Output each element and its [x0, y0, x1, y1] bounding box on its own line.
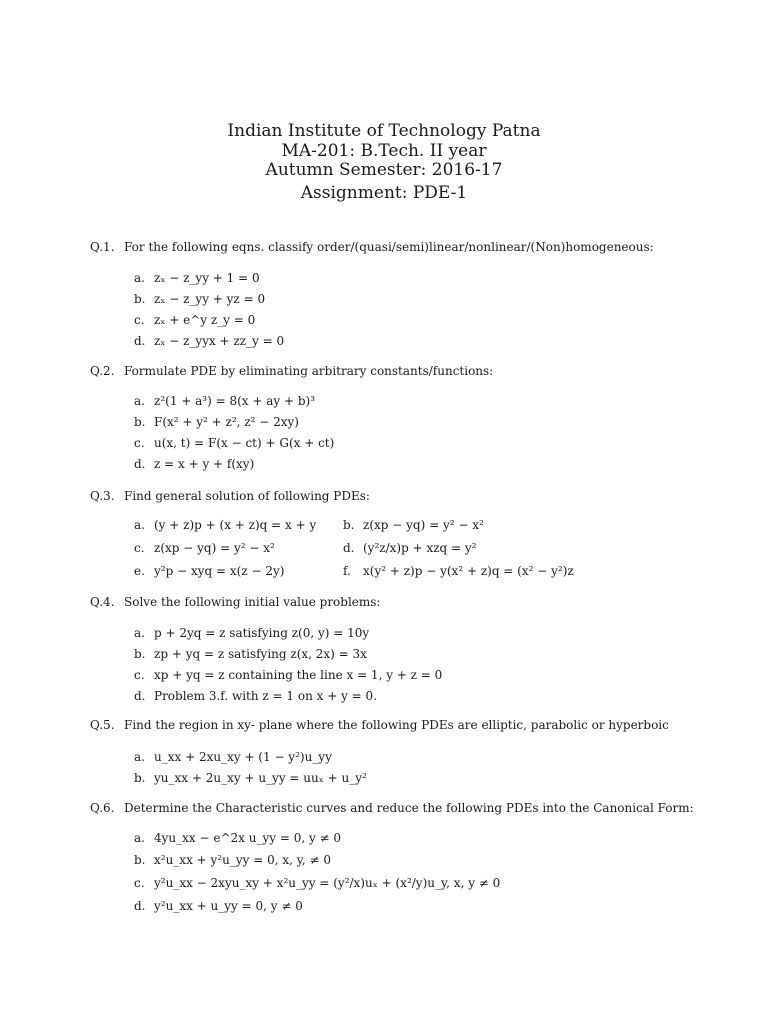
question-2: [90, 364, 493, 378]
list-item: b. x²u_xx + y²u_yy = 0, x, y, ≠ 0: [134, 853, 332, 867]
question-5: [90, 718, 669, 732]
institute-name: Indian Institute of Technology Patna: [227, 121, 541, 141]
list-item: b. z(xp − yq) = y² − x²: [343, 518, 484, 532]
list-item: d. (y²z/x)p + xzq = y²: [343, 541, 477, 555]
list-item: f. x(y² + z)p − y(x² + z)q = (x² − y²)z: [343, 564, 574, 578]
list-item: d. z = x + y + f(xy): [134, 457, 255, 471]
list-item: b. yu_xx + 2u_xy + u_yy = uuₓ + u_y²: [134, 771, 367, 785]
question-4: [90, 595, 380, 609]
course-title: MA-201: B.Tech. II year: [281, 141, 487, 161]
list-item: c. u(x, t) = F(x − ct) + G(x + ct): [134, 436, 335, 450]
list-item: a. (y + z)p + (x + z)q = x + y: [134, 518, 317, 532]
list-item: a. p + 2yq = z satisfying z(0, y) = 10y: [134, 626, 370, 640]
list-item: c. zₓ + e^y z_y = 0: [134, 313, 256, 327]
list-item: a. 4yu_xx − e^2x u_yy = 0, y ≠ 0: [134, 831, 342, 845]
list-item: d. Problem 3.f. with z = 1 on x + y = 0.: [134, 689, 378, 703]
question-text: Formulate PDE by eliminating arbitrary constants/functions:: [124, 364, 494, 378]
semester: Autumn Semester: 2016-17: [265, 160, 503, 180]
question-number: Q.2.: [90, 364, 115, 378]
question-number: Q.3.: [90, 489, 115, 503]
question-text: Solve the following initial value problems:: [124, 595, 381, 609]
question-number: Q.4.: [90, 595, 115, 609]
question-text: Determine the Characteristic curves and reduce the following PDEs into the Canonical Form:: [124, 801, 694, 815]
assignment-title: Assignment: PDE-1: [300, 183, 468, 203]
question-6: [90, 801, 694, 815]
question-text: Find the region in xy- plane where the following PDEs are elliptic, parabolic or hyperboic: [124, 718, 669, 732]
list-item: a. u_xx + 2xu_xy + (1 − y²)u_yy: [134, 750, 332, 764]
list-item: a. z²(1 + a³) = 8(x + ay + b)³: [134, 394, 316, 408]
list-item: d. y²u_xx + u_yy = 0, y ≠ 0: [134, 899, 303, 913]
question-text: Find general solution of following PDEs:: [124, 489, 370, 503]
question-number: Q.6.: [90, 801, 115, 815]
list-item: d. zₓ − z_yyx + zz_y = 0: [134, 334, 285, 348]
list-item: c. y²u_xx − 2xyu_xy + x²u_yy = (y²/x)uₓ + (x²/y)u_y, x, y ≠ 0: [134, 876, 501, 890]
question-3: [90, 489, 370, 503]
question-number: Q.1.: [90, 240, 115, 254]
list-item: b. zₓ − z_yy + yz = 0: [134, 292, 266, 306]
list-item: b. zp + yq = z satisfying z(x, 2x) = 3x: [134, 647, 367, 661]
list-item: e. y²p − xyq = x(z − 2y): [134, 564, 285, 578]
list-item: c. z(xp − yq) = y² − x²: [134, 541, 275, 555]
list-item: b. F(x² + y² + z², z² − 2xy): [134, 415, 299, 429]
question-number: Q.5.: [90, 718, 115, 732]
question-1: [90, 240, 654, 254]
list-item: c. xp + yq = z containing the line x = 1, y + z = 0: [134, 668, 443, 682]
list-item: a. zₓ − z_yy + 1 = 0: [134, 271, 260, 285]
question-text: For the following eqns. classify order/(quasi/semi)linear/nonlinear/(Non)homogeneous:: [124, 240, 654, 254]
